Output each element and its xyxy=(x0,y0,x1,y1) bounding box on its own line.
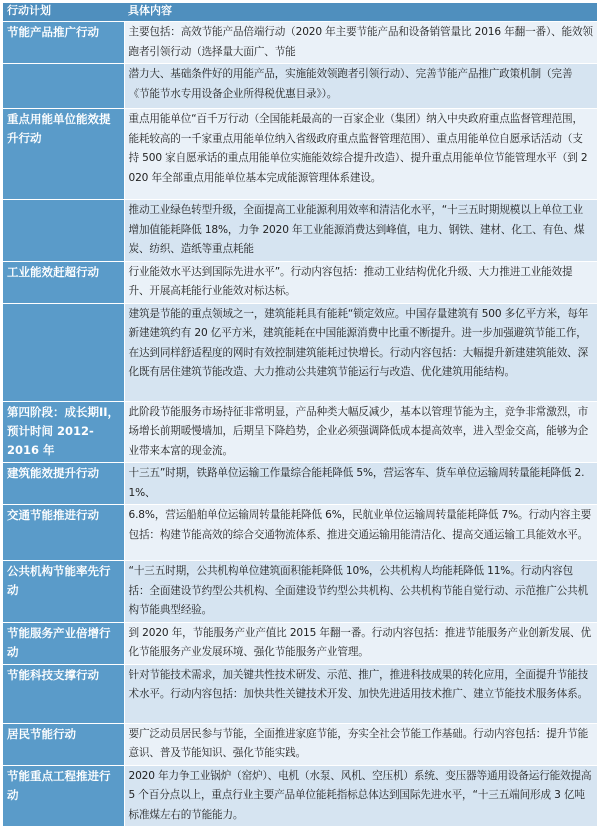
table-row xyxy=(3,401,597,463)
content-cell: 重点用能单位“百千万行动（全国能耗最高的一百家企业（集团）纳入中央政府重点监督管理范围，能耗较高的一千家重点用能单位纳入省级政府重点监督管理范围）、重点用能单位自愿承话活动（支持 500 家自愿承话的重点用能单位实施能效综合提升改造）、提升重点用能单位节能管理水平（到 2020 年全部重点用能单位基本完成能源管理体系建设。 xyxy=(124,109,597,200)
plan-cell: 居民节能行动 xyxy=(3,723,124,765)
content-cell: 6.8%，营运船舶单位运输周转量能耗降低 6%，民航业单位运输周转量能耗降低 7%。行动内容主要包括：构建节能高效的综合交通物流体系、推进交通运输用能清洁化、提高交通运输工具能效水平。 xyxy=(124,505,597,561)
table-row xyxy=(3,261,597,303)
plan-cell xyxy=(3,303,124,401)
content-cell: 十三五”时期，铁路单位运输工作量综合能耗降低 5%，营运客车、货车单位运输周转量能耗降低 2.1%、 xyxy=(124,463,597,505)
plan-cell: 重点用能单位能效提升行动 xyxy=(3,109,124,200)
plan-cell: 节能重点工程推进行动 xyxy=(3,765,124,827)
table-row xyxy=(3,561,597,623)
plan-cell xyxy=(3,64,124,109)
plan-cell: 工业能效赶超行动 xyxy=(3,261,124,303)
table-row xyxy=(3,22,597,64)
table-row xyxy=(3,664,597,723)
plan-cell xyxy=(3,200,124,262)
content-cell: 建筑是节能的重点领域之一，建筑能耗具有能耗“锁定效应。中国存量建筑有 500 多亿平方米，每年新建建筑约有 20 亿平方米，建筑能耗在中国能源消费中比重不断提升。进一步加强避筑节能工作，在达到同样舒适程度的网时有效控制建筑能耗过快增长。行动内容包括：大幅提升新建建筑能效、深化既有居住建筑节能改造、大力推动公共建筑节能运行与改造、优化建筑用能结构。 xyxy=(124,303,597,401)
table-row xyxy=(3,765,597,827)
table-row xyxy=(3,463,597,505)
content-cell: 此阶段节能服务市场持征非常明显，产品种类大幅反减少，基本以管理节能为主，竞争非常激烈，市场增长前期暖慢墙加，后期呈下降趋势，企业必须强调降低成本提高效率，进入型金交高，能够为企业带来本富的现金流。 xyxy=(124,401,597,463)
content-cell: 主要包括：高效节能产品倍端行动（2020 年主要节能产品和设备销管量比 2016 年翻一番）、能效领跑者引领行动（选择量大面广、节能 xyxy=(124,22,597,64)
action-plan-table xyxy=(3,3,597,827)
header-plan: 行动计划 xyxy=(3,3,124,22)
content-cell: 针对节能技术需求，加关键共性技术研发、示范、推广，推进科技成果的转化应用，全面提升节能技术水平。行动内容包括：加快共性关键技术开发、加快先进适用技术推广、建立节能技术服务体系。 xyxy=(124,664,597,723)
table-row xyxy=(3,723,597,765)
content-cell: 2020 年力争工业锅炉（窑炉）、电机（水泵、风机、空压机）系统、变压器等通用设备运行能效提高 5 个百分点以上，重点行业主要产品单位能耗指标总体达到国际先进水平，“十三五端间形成 3 亿吨标准煤左右的节能能力。 xyxy=(124,765,597,827)
content-cell: 到 2020 年，节能服务产业产值比 2015 年翻一番。行动内容包括：推进节能服务产业创新发展、优化节能服务产业发展环境、强化节能服务产业管理。 xyxy=(124,622,597,664)
plan-cell: 节能服务产业倍增行动 xyxy=(3,622,124,664)
header-row xyxy=(3,3,597,22)
plan-cell: 公共机构节能率先行动 xyxy=(3,561,124,623)
header-content: 具体内容 xyxy=(124,3,597,22)
table-row xyxy=(3,505,597,561)
content-cell: 潜力大、基础条件好的用能产品，实施能效领跑者引领行动）、完善节能产品推广政策机制（完善《节能节水专用设备企业所得税优惠目录》）。 xyxy=(124,64,597,109)
table-row xyxy=(3,109,597,200)
table-row xyxy=(3,64,597,109)
plan-cell: 节能科技支撑行动 xyxy=(3,664,124,723)
content-cell: “十三五时期，公共机构单位建筑面积能耗降低 10%，公共机构人均能耗降低 11%。行动内容包括：全面建设节约型公共机构、全面建设节约型公共机构、公共机构节能自觉行动、示范推广公共机构节能典型经验。 xyxy=(124,561,597,623)
content-cell: 推动工业绿色转型升级，全面提高工业能源利用效率和清洁化水平，“十三五时期规模以上单位工业增加值能耗降低 18%，力争 2020 年工业能源消费达到峰值，电力、钢铁、建材、化工、有色、煤炭、纺织、造纸等重点耗能 xyxy=(124,200,597,262)
plan-cell: 建筑能效提升行动 xyxy=(3,463,124,505)
table-row xyxy=(3,622,597,664)
plan-cell: 节能产品推广行动 xyxy=(3,22,124,64)
plan-cell: 第四阶段：成长期II，预计时间 2012-2016 年 xyxy=(3,401,124,463)
plan-cell: 交通节能推进行动 xyxy=(3,505,124,561)
table-row xyxy=(3,303,597,401)
table-row xyxy=(3,200,597,262)
content-cell: 要广泛动员居民参与节能，全面推进家庭节能，夯实全社会节能工作基础。行动内容包括：提升节能意识、普及节能知识、强化节能实践。 xyxy=(124,723,597,765)
content-cell: 行业能效水平达到国际先进水平”。行动内容包括：推动工业结构优化升级、大力推进工业能效提升、开展高耗能行业能效对标达标。 xyxy=(124,261,597,303)
